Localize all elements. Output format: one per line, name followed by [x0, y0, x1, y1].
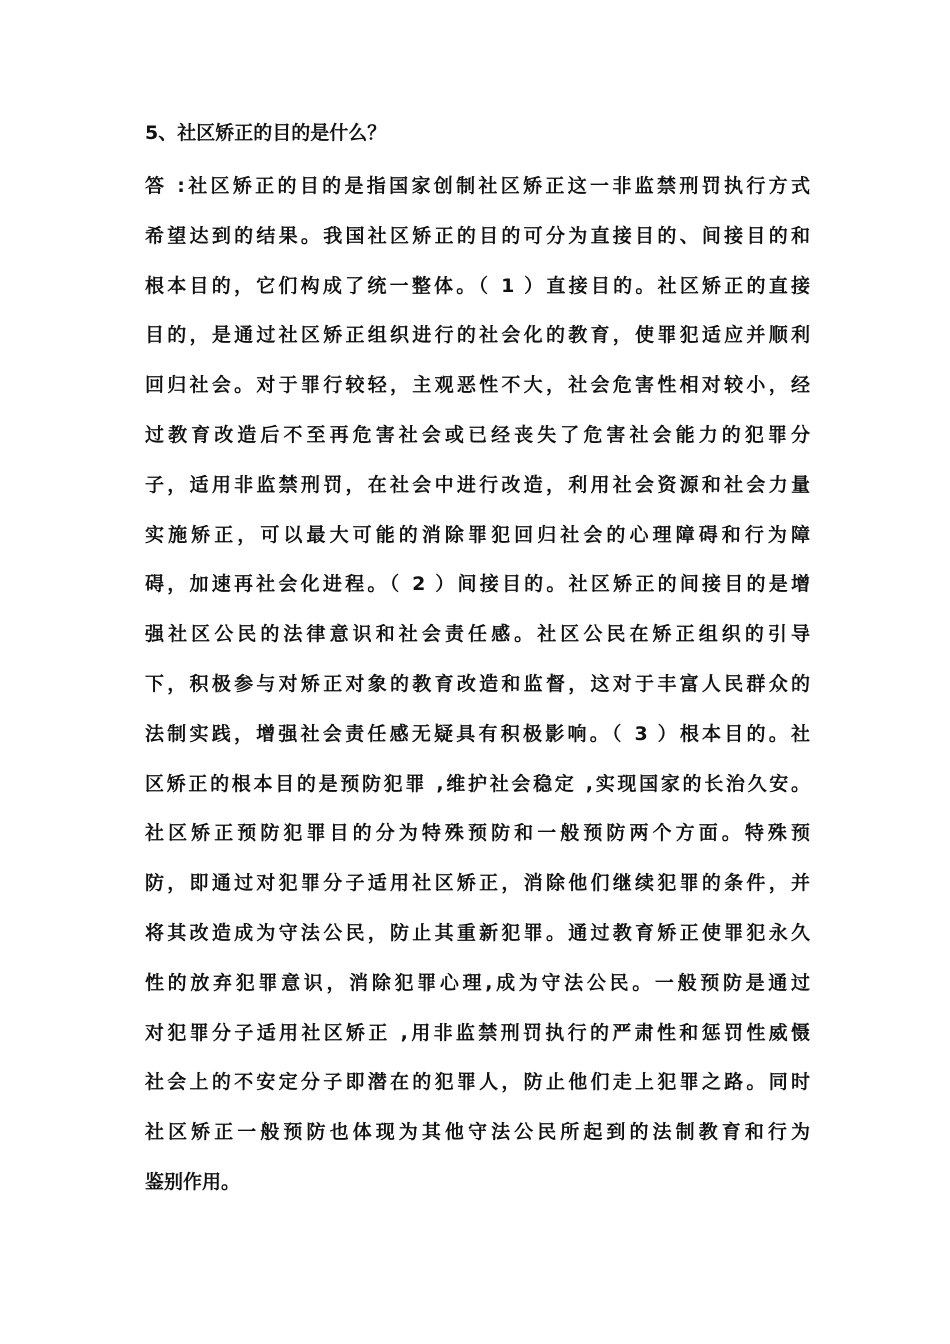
answer-line: 下，积极参与对矫正对象的教育改造和监督，这对于丰富人民群众的: [145, 672, 810, 695]
answer-line: 对犯罪分子适用社区矫正 ,用非监禁刑罚执行的严肃性和惩罚性威慑: [145, 1021, 810, 1044]
answer-line: 过教育改造后不至再危害社会或已经丧失了危害社会能力的犯罪分: [145, 423, 810, 446]
answer-paragraph: [145, 162, 810, 1208]
answer-line: 实施矫正，可以最大可能的消除罪犯回归社会的心理障碍和行为障: [145, 523, 810, 546]
answer-line: 社会上的不安定分子即潜在的犯罪人，防止他们走上犯罪之路。同时: [145, 1071, 810, 1094]
answer-line: 碍，加速再社会化进程。（ 2 ）间接目的。社区矫正的间接目的是增: [145, 573, 810, 596]
answer-line: 根本目的，它们构成了统一整体。（ 1 ）直接目的。社区矫正的直接: [145, 274, 810, 297]
answer-line: 性的放弃犯罪意识，消除犯罪心理,成为守法公民。一般预防是通过: [145, 971, 810, 994]
answer-line: 目的，是通过社区矫正组织进行的社会化的教育，使罪犯适应并顺利: [145, 324, 810, 347]
answer-line: 强社区公民的法律意识和社会责任感。社区公民在矫正组织的引导: [145, 623, 810, 646]
question-heading: 5、社区矫正的目的是什么？: [145, 122, 387, 144]
answer-line: 将其改造成为守法公民，防止其重新犯罪。通过教育矫正使罪犯永久: [145, 921, 810, 944]
answer-line: 区矫正的根本目的是预防犯罪 ,维护社会稳定 ,实现国家的长治久安。: [145, 772, 810, 795]
answer-line: 答 :社区矫正的目的是指国家创制社区矫正这一非监禁刑罚执行方式: [145, 175, 810, 197]
answer-line: 回归社会。对于罪行较轻，主观恶性不大，社会危害性相对较小，经: [145, 374, 810, 397]
answer-line: 防，即通过对犯罪分子适用社区矫正，消除他们继续犯罪的条件，并: [145, 872, 810, 895]
answer-line: 社区矫正预防犯罪目的分为特殊预防和一般预防两个方面。特殊预: [145, 822, 810, 845]
answer-line: 希望达到的结果。我国社区矫正的目的可分为直接目的、间接目的和: [145, 224, 810, 247]
answer-line: 鉴别作用。: [145, 1170, 241, 1193]
answer-line: 子，适用非监禁刑罚，在社会中进行改造，利用社会资源和社会力量: [145, 473, 810, 496]
answer-line: 法制实践，增强社会责任感无疑具有积极影响。（ 3 ）根本目的。社: [145, 722, 810, 745]
answer-line: 社区矫正一般预防也体现为其他守法公民所起到的法制教育和行为: [145, 1121, 810, 1144]
